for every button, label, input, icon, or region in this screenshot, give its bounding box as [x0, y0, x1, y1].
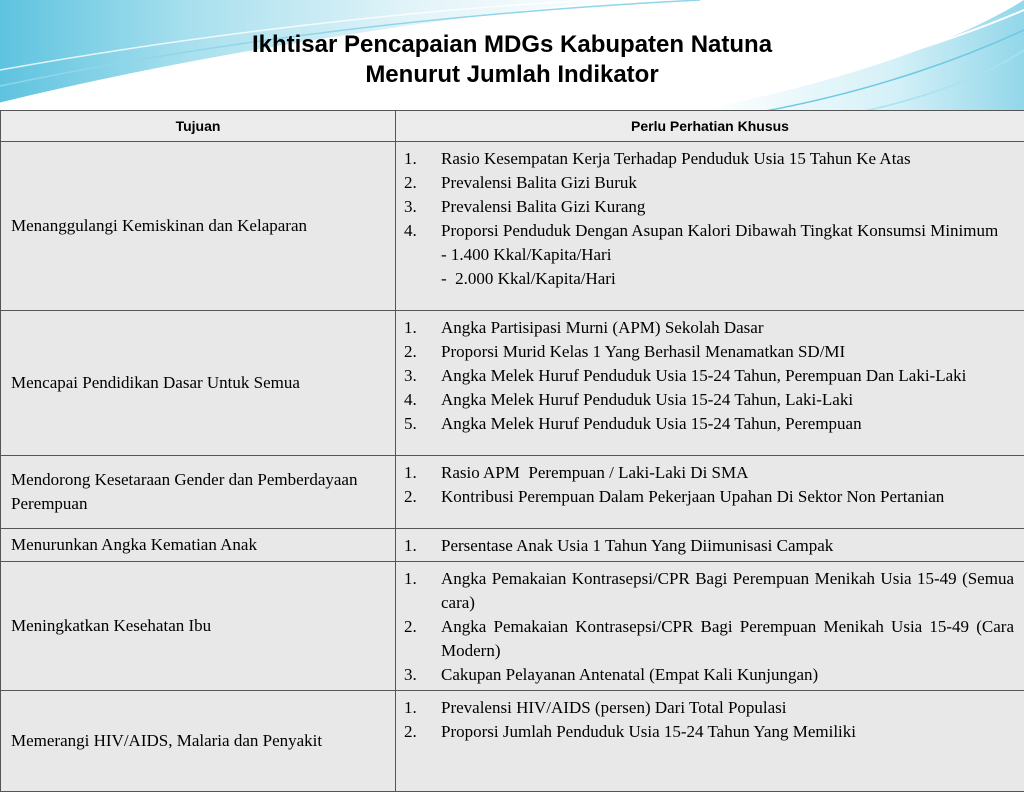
list-item: 3. Prevalensi Balita Gizi Kurang — [404, 195, 1014, 219]
header-tujuan: Tujuan — [1, 111, 396, 142]
list-item: 2. Angka Pemakaian Kontrasepsi/CPR Bagi Perempuan Menikah Usia 15-49 (Cara Modern) — [404, 615, 1014, 663]
indicator-cell — [396, 691, 1024, 792]
list-item: 2. Proporsi Murid Kelas 1 Yang Berhasil Menamatkan SD/MI — [404, 340, 1014, 364]
goal-cell: Memerangi HIV/AIDS, Malaria dan Penyakit — [1, 691, 396, 792]
goal-cell: Mendorong Kesetaraan Gender dan Pemberdayaan Perempuan — [1, 456, 396, 529]
indicator-list — [404, 316, 1014, 436]
title-line-1: Ikhtisar Pencapaian MDGs Kabupaten Natuna — [0, 30, 1024, 60]
indicator-cell — [396, 142, 1024, 311]
goal-cell: Menurunkan Angka Kematian Anak — [1, 529, 396, 562]
indicator-list — [404, 147, 1014, 243]
indicator-cell — [396, 529, 1024, 562]
table-row — [1, 691, 1024, 792]
list-item: 5. Angka Melek Huruf Penduduk Usia 15-24 Tahun, Perempuan — [404, 412, 1014, 436]
list-item: 2. Kontribusi Perempuan Dalam Pekerjaan Upahan Di Sektor Non Pertanian — [404, 485, 1014, 509]
table-row — [1, 529, 1024, 562]
goal-cell: Menanggulangi Kemiskinan dan Kelaparan — [1, 142, 396, 311]
list-item: 2. Proporsi Jumlah Penduduk Usia 15-24 Tahun Yang Memiliki — [404, 720, 1014, 744]
list-item: 1. Angka Pemakaian Kontrasepsi/CPR Bagi Perempuan Menikah Usia 15-49 (Semua cara) — [404, 567, 1014, 615]
list-item: 3. Angka Melek Huruf Penduduk Usia 15-24 Tahun, Perempuan Dan Laki-Laki — [404, 364, 1014, 388]
list-item: 1. Rasio Kesempatan Kerja Terhadap Penduduk Usia 15 Tahun Ke Atas — [404, 147, 1014, 171]
goal-cell: Mencapai Pendidikan Dasar Untuk Semua — [1, 311, 396, 456]
list-item: 1. Prevalensi HIV/AIDS (persen) Dari Total Populasi — [404, 696, 1014, 720]
indicator-cell — [396, 562, 1024, 691]
table-row — [1, 456, 1024, 529]
table-row — [1, 562, 1024, 691]
sub-item: - 2.000 Kkal/Kapita/Hari — [404, 267, 1014, 291]
indicator-list — [404, 567, 1014, 687]
table-header-row — [1, 111, 1024, 142]
list-item: 1. Persentase Anak Usia 1 Tahun Yang Diimunisasi Campak — [404, 534, 1014, 558]
mdg-indicator-table — [0, 110, 1024, 792]
slide-title — [0, 30, 1024, 90]
list-item: 3. Cakupan Pelayanan Antenatal (Empat Kali Kunjungan) — [404, 663, 1014, 687]
list-item: 1. Rasio APM Perempuan / Laki-Laki Di SMA — [404, 461, 1014, 485]
indicator-cell — [396, 456, 1024, 529]
list-item: 4. Angka Melek Huruf Penduduk Usia 15-24 Tahun, Laki-Laki — [404, 388, 1014, 412]
header-perlu-perhatian-khusus: Perlu Perhatian Khusus — [396, 111, 1024, 142]
list-item: 2. Prevalensi Balita Gizi Buruk — [404, 171, 1014, 195]
title-line-2: Menurut Jumlah Indikator — [0, 60, 1024, 90]
indicator-list — [404, 696, 1014, 744]
indicator-cell — [396, 311, 1024, 456]
sub-item: - 1.400 Kkal/Kapita/Hari — [404, 243, 1014, 267]
indicator-list — [404, 461, 1014, 509]
table-row — [1, 142, 1024, 311]
list-item: 1. Angka Partisipasi Murni (APM) Sekolah Dasar — [404, 316, 1014, 340]
indicator-list — [404, 534, 1014, 558]
goal-cell: Meningkatkan Kesehatan Ibu — [1, 562, 396, 691]
table-row — [1, 311, 1024, 456]
list-item: 4. Proporsi Penduduk Dengan Asupan Kalori Dibawah Tingkat Konsumsi Minimum — [404, 219, 1014, 243]
